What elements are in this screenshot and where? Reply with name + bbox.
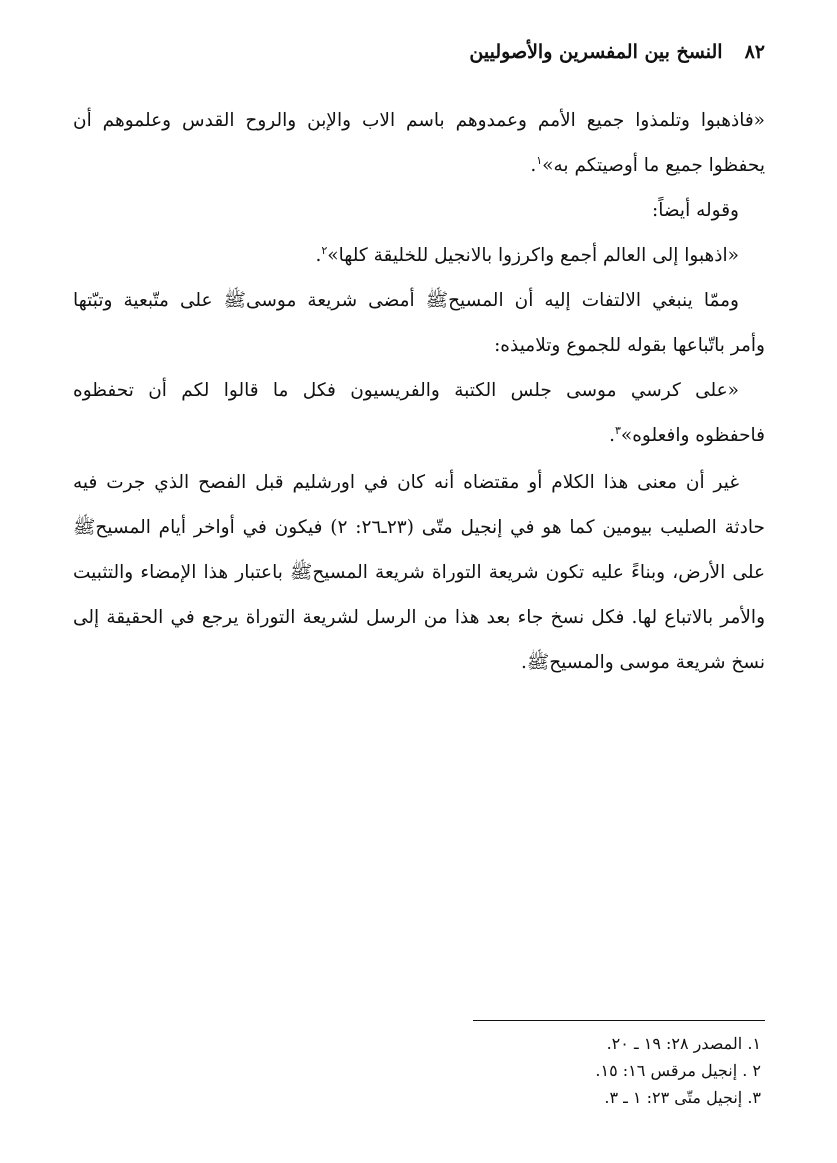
text-line: وأمر باتّباعها بقوله للجموع وتلاميذه:: [494, 335, 765, 356]
page-header: [72, 36, 765, 68]
body-text: [73, 98, 765, 685]
footnote-item: ٣. إنجيل متّى ٢٣: ١ ـ ٣.: [604, 1088, 761, 1107]
footnote-divider: [473, 1020, 765, 1021]
text-line: وممّا ينبغي الالتفات إليه أن المسيحﷺ أمضى شريعة موسىﷺ على متّبعية وتبّتها: [73, 290, 739, 311]
footnote-item: ١. المصدر ٢٨: ١٩ ـ ٢٠.: [606, 1034, 761, 1053]
text-line: حادثة الصليب بيومين كما هو في إنجيل متّى (٢٣ـ٢٦: ٢) فيكون في أواخر أيام المسيحﷺ: [73, 517, 765, 538]
footnote-marker: ٣: [614, 423, 621, 437]
text-line: «على كرسي موسى جلس الكتبة والفريسيون فكل ما قالوا لكم أن تحفظوه: [73, 380, 739, 401]
footnote-item: ٢ . إنجيل مرقس ١٦: ١٥.: [595, 1061, 761, 1080]
running-title: النسخ بين المفسرين والأصوليين: [469, 41, 723, 63]
footnote-marker: ١: [536, 153, 543, 167]
footnote-marker: ٢: [321, 243, 328, 257]
text-line: على الأرض، وبناءً عليه تكون شريعة التوراة شريعة المسيحﷺ باعتبار هذا الإمضاء والتثبيت: [73, 562, 765, 583]
text-line: نسخ شريعة موسى والمسيحﷺ.: [521, 652, 765, 673]
text-line: «فاذهبوا وتلمذوا جميع الأمم وعمدوهم باسم الاب والإبن والروح القدس وعلموهم أن: [73, 110, 765, 131]
text-line: فاحفظوه وافعلوه»$^٣$.: [609, 423, 765, 446]
text-line: والأمر بالاتباع لها. فكل نسخ جاء بعد هذا من الرسل لشريعة التوراة يرجع في الحقيقة إلى: [73, 607, 765, 628]
page-number: ٨٢: [744, 41, 765, 63]
text-line: «اذهبوا إلى العالم أجمع واكرزوا بالانجيل للخليقة كلها»$^٢$.: [315, 243, 739, 266]
footnotes: [361, 1030, 761, 1111]
text-line: وقوله أيضاً:: [652, 200, 739, 221]
text-line: غير أن معنى هذا الكلام أو مقتضاه أنه كان في اورشليم قبل الفصح الذي جرت فيه: [73, 472, 739, 493]
text-line: يحفظوا جميع ما أوصيتكم به»$^١$.: [530, 153, 765, 176]
